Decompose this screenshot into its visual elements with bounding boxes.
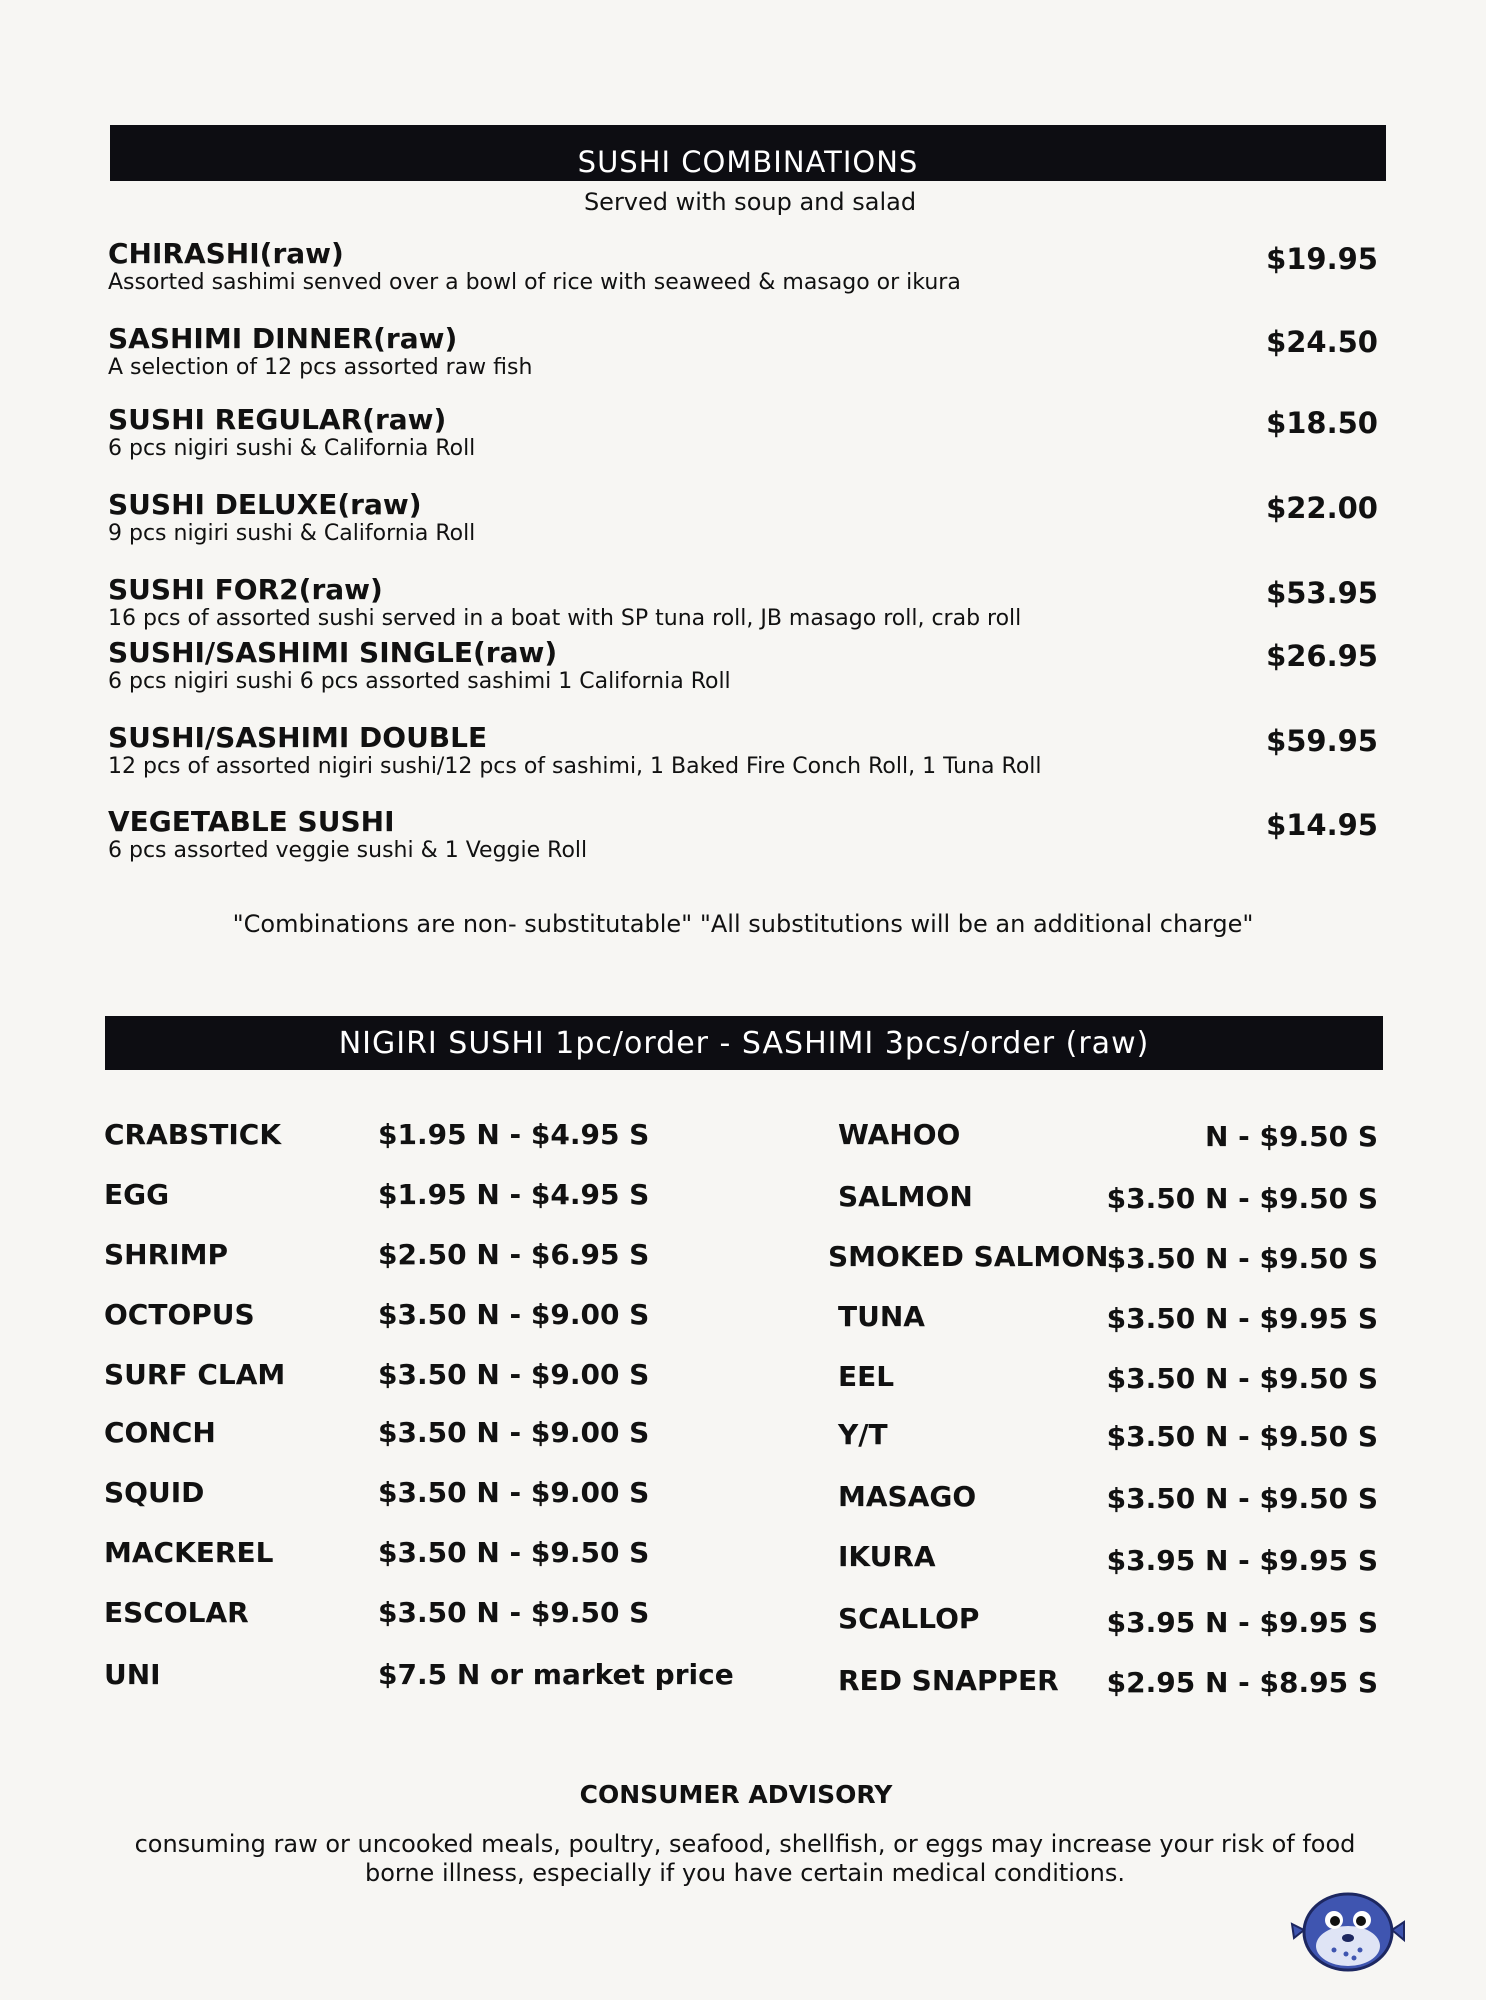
nigiri-item-name: CRABSTICK	[104, 1118, 282, 1151]
nigiri-item-price: $3.50 N - $9.50 S	[378, 1536, 650, 1569]
nigiri-item-price: $7.5 N or market price	[378, 1658, 734, 1691]
combo-desc: 6 pcs nigiri sushi & California Roll	[108, 436, 476, 461]
combo-desc: 6 pcs assorted veggie sushi & 1 Veggie Roll	[108, 838, 588, 863]
nigiri-item-price: $3.95 N - $9.95 S	[1106, 1544, 1378, 1577]
nigiri-item-price: $3.50 N - $9.50 S	[378, 1596, 650, 1629]
nigiri-item-name: SMOKED SALMON	[828, 1240, 1109, 1273]
nigiri-item-price: $3.50 N - $9.00 S	[378, 1476, 650, 1509]
nigiri-item-name: WAHOO	[838, 1118, 961, 1151]
nigiri-item-name: UNI	[104, 1658, 161, 1691]
nigiri-item-price: $1.95 N - $4.95 S	[378, 1118, 650, 1151]
combo-desc: 12 pcs of assorted nigiri sushi/12 pcs of sashimi, 1 Baked Fire Conch Roll, 1 Tuna Roll	[108, 754, 1042, 779]
nigiri-item-name: SQUID	[104, 1476, 205, 1509]
combo-name: SUSHI/SASHIMI DOUBLE	[108, 721, 488, 754]
combo-name: CHIRASHI(raw)	[108, 237, 344, 270]
nigiri-item-name: MACKEREL	[104, 1536, 274, 1569]
combo-name: SUSHI/SASHIMI SINGLE(raw)	[108, 636, 558, 669]
nigiri-item-price: $3.50 N - $9.50 S	[1106, 1482, 1378, 1515]
combo-price: $53.95	[1266, 576, 1378, 610]
combo-item	[108, 806, 1384, 864]
combo-item	[108, 722, 1384, 780]
nigiri-item-name: SURF CLAM	[104, 1358, 286, 1391]
nigiri-item-name: IKURA	[838, 1540, 936, 1573]
nigiri-item-name: MASAGO	[838, 1480, 977, 1513]
combo-item	[108, 489, 1384, 547]
combo-name: VEGETABLE SUSHI	[108, 805, 395, 838]
nigiri-item-name: SHRIMP	[104, 1238, 228, 1271]
nigiri-item-price: $3.95 N - $9.95 S	[1106, 1606, 1378, 1639]
nigiri-item-price: $3.50 N - $9.95 S	[1106, 1302, 1378, 1335]
combo-price: $19.95	[1266, 242, 1378, 276]
combo-price: $59.95	[1266, 724, 1378, 758]
nigiri-item-price: $2.95 N - $8.95 S	[1106, 1666, 1378, 1699]
nigiri-item-name: OCTOPUS	[104, 1298, 255, 1331]
combo-price: $26.95	[1266, 639, 1378, 673]
nigiri-item-price: $3.50 N - $9.50 S	[1106, 1362, 1378, 1395]
nigiri-item-price: $3.50 N - $9.50 S	[1106, 1182, 1378, 1215]
combo-item	[108, 574, 1384, 632]
combo-item	[108, 238, 1384, 296]
pufferfish-icon	[1288, 1880, 1408, 1980]
nigiri-item-price: $1.95 N - $4.95 S	[378, 1178, 650, 1211]
nigiri-item-price: $3.50 N - $9.00 S	[378, 1298, 650, 1331]
nigiri-item-price: $3.50 N - $9.00 S	[378, 1358, 650, 1391]
nigiri-item-name: TUNA	[838, 1300, 925, 1333]
nigiri-item-name: SCALLOP	[838, 1602, 980, 1635]
combo-price: $22.00	[1266, 491, 1378, 525]
combinations-subtitle: Served with soup and salad	[583, 188, 917, 216]
combinations-title: SUSHI COMBINATIONS	[577, 145, 919, 179]
nigiri-item-price: N - $9.50 S	[1204, 1120, 1378, 1153]
combo-desc: 9 pcs nigiri sushi & California Roll	[108, 521, 476, 546]
advisory-text: consuming raw or uncooked meals, poultry, seafood, shellfish, or eggs may increase your risk of food borne illness, especially if you have certain medical conditions.	[134, 1830, 1356, 1887]
nigiri-header	[105, 1016, 1383, 1070]
combo-name: SUSHI DELUXE(raw)	[108, 488, 422, 521]
combo-desc: Assorted sashimi senved over a bowl of rice with seaweed & masago or ikura	[108, 270, 961, 295]
combo-name: SASHIMI DINNER(raw)	[108, 322, 458, 355]
combo-desc: 16 pcs of assorted sushi served in a boat with SP tuna roll, JB masago roll, crab roll	[108, 606, 1022, 631]
combo-item	[108, 404, 1384, 462]
combo-desc: A selection of 12 pcs assorted raw fish	[108, 355, 533, 380]
nigiri-item-price: $3.50 N - $9.00 S	[378, 1416, 650, 1449]
combo-item	[108, 637, 1384, 695]
nigiri-item-name: SALMON	[838, 1180, 973, 1213]
nigiri-item-name: EEL	[838, 1360, 895, 1393]
nigiri-item-price: $3.50 N - $9.50 S	[1106, 1242, 1378, 1275]
nigiri-item-price: $3.50 N - $9.50 S	[1106, 1420, 1378, 1453]
combo-price: $18.50	[1266, 406, 1378, 440]
combo-price: $14.95	[1266, 808, 1378, 842]
nigiri-item-name: Y/T	[838, 1418, 888, 1451]
combo-name: SUSHI REGULAR(raw)	[108, 403, 447, 436]
combo-price: $24.50	[1266, 325, 1378, 359]
nigiri-item-name: ESCOLAR	[104, 1596, 249, 1629]
nigiri-item-price: $2.50 N - $6.95 S	[378, 1238, 650, 1271]
combo-desc: 6 pcs nigiri sushi 6 pcs assorted sashimi 1 California Roll	[108, 669, 731, 694]
combo-name: SUSHI FOR2(raw)	[108, 573, 383, 606]
nigiri-item-name: CONCH	[104, 1416, 216, 1449]
substitution-note: "Combinations are non- substitutable" "All substitutions will be an additional charge"	[232, 910, 1254, 938]
nigiri-title: NIGIRI SUSHI 1pc/order - SASHIMI 3pcs/order (raw)	[338, 1025, 1150, 1061]
nigiri-item-name: EGG	[104, 1178, 170, 1211]
combinations-header	[110, 125, 1386, 181]
advisory-title: CONSUMER ADVISORY	[579, 1780, 893, 1809]
combo-item	[108, 323, 1384, 381]
nigiri-item-name: RED SNAPPER	[838, 1664, 1059, 1697]
